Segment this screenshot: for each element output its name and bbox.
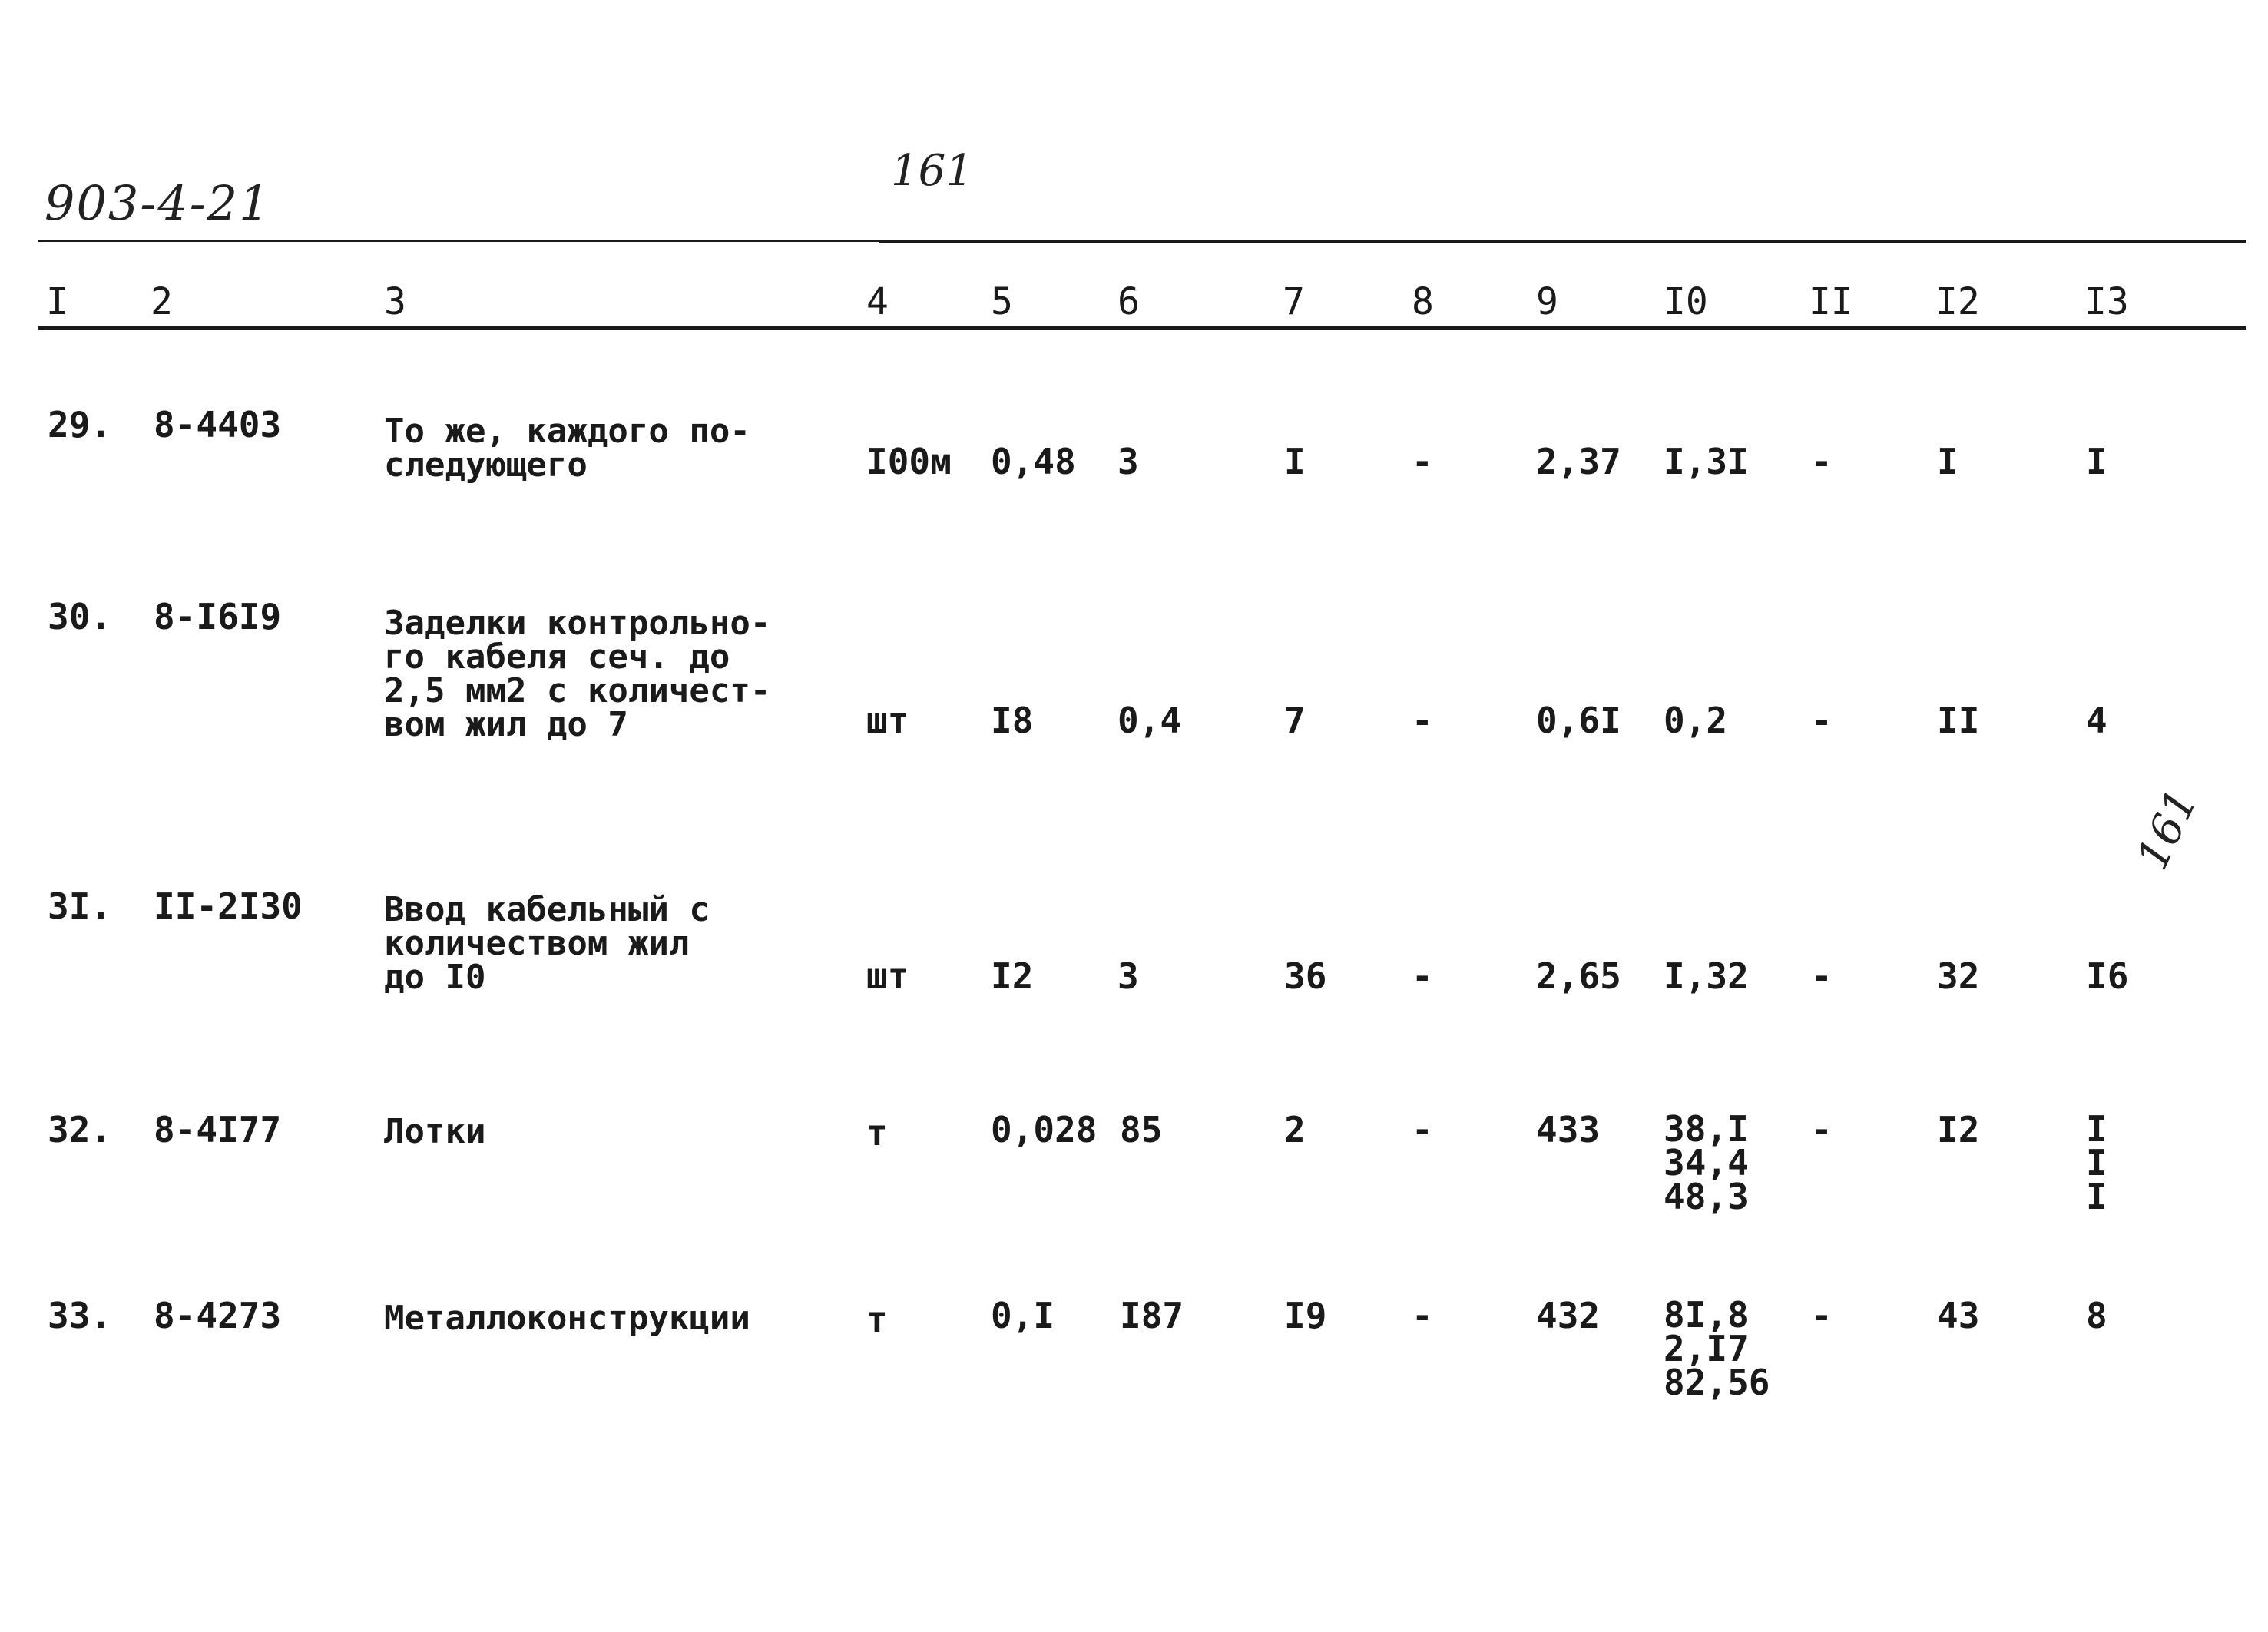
- col-12: 43: [1937, 1295, 1980, 1336]
- col-8: -: [1412, 1109, 1433, 1150]
- col-6: 85: [1120, 1109, 1163, 1150]
- col-11: -: [1811, 955, 1833, 997]
- col-11: -: [1811, 1109, 1833, 1150]
- col-8: -: [1412, 700, 1433, 741]
- col-7: 36: [1284, 955, 1327, 997]
- document-code: 903-4-21: [45, 175, 271, 231]
- column-header-8: 8: [1412, 280, 1434, 323]
- col-9: 433: [1536, 1109, 1601, 1150]
- row-number: 3I.: [48, 886, 112, 927]
- col-12: I2: [1937, 1109, 1980, 1150]
- top-rule-left: [38, 240, 879, 242]
- unit: I00м: [866, 441, 952, 482]
- column-header-4: 4: [866, 280, 889, 323]
- row-number: 29.: [48, 404, 112, 445]
- col-13: I: [2086, 441, 2107, 482]
- col-10: 38,I 34,4 48,3: [1664, 1108, 1749, 1217]
- col-11: -: [1811, 441, 1833, 482]
- rate-code: 8-4273: [154, 1295, 282, 1336]
- row-number: 32.: [48, 1109, 112, 1150]
- col-5: 0,48: [991, 441, 1076, 482]
- column-header-7: 7: [1283, 280, 1305, 323]
- rate-code: 8-4403: [154, 404, 282, 445]
- col-13: 4: [2086, 700, 2107, 741]
- col-9: 432: [1536, 1295, 1601, 1336]
- row-number: 30.: [48, 596, 112, 637]
- col-7: 2: [1284, 1109, 1306, 1150]
- work-description: То же, каждого по- следующего: [384, 412, 750, 485]
- col-7: 7: [1284, 700, 1306, 741]
- col-10: I,3I: [1664, 441, 1749, 482]
- column-header-1: I: [46, 280, 68, 323]
- col-10: 0,2: [1664, 700, 1728, 741]
- col-6: I87: [1120, 1295, 1184, 1336]
- column-header-10: I0: [1664, 280, 1708, 323]
- col-10: 8I,8 2,I7 82,56: [1664, 1294, 1770, 1403]
- column-header-2: 2: [151, 280, 173, 323]
- col-6: 0,4: [1117, 700, 1182, 741]
- col-5: 0,028: [991, 1109, 1098, 1150]
- col-13: I6: [2086, 955, 2129, 997]
- col-12: II: [1937, 700, 1980, 741]
- col-12: 32: [1937, 955, 1980, 997]
- col-8: -: [1412, 441, 1433, 482]
- col-7: I9: [1284, 1295, 1327, 1336]
- col-6: 3: [1117, 955, 1139, 997]
- margin-page-number: 161: [2127, 782, 2208, 878]
- page-number: 161: [891, 146, 973, 196]
- col-11: -: [1811, 1295, 1833, 1336]
- header-rule: [38, 326, 2246, 330]
- column-header-6: 6: [1117, 280, 1140, 323]
- col-5: 0,I: [991, 1295, 1055, 1336]
- col-9: 2,65: [1536, 955, 1621, 997]
- rate-code: 8-4I77: [154, 1109, 282, 1150]
- column-header-13: I3: [2084, 280, 2129, 323]
- col-9: 0,6I: [1536, 700, 1621, 741]
- unit: шт: [866, 955, 909, 997]
- row-number: 33.: [48, 1295, 112, 1336]
- work-description: Заделки контрольно- го кабеля сеч. до 2,5 мм2 с количест- вом жил до 7: [384, 604, 771, 744]
- unit: шт: [866, 700, 909, 741]
- col-10: I,32: [1664, 955, 1749, 997]
- col-13: I I I: [2086, 1108, 2107, 1217]
- column-header-9: 9: [1536, 280, 1558, 323]
- unit: т: [866, 1299, 888, 1340]
- col-11: -: [1811, 700, 1833, 741]
- col-8: -: [1412, 955, 1433, 997]
- column-header-11: II: [1809, 280, 1853, 323]
- col-5: I2: [991, 955, 1034, 997]
- col-9: 2,37: [1536, 441, 1621, 482]
- top-rule: [879, 240, 2246, 243]
- col-12: I: [1937, 441, 1958, 482]
- rate-code: II-2I30: [154, 886, 303, 927]
- unit: т: [866, 1112, 888, 1154]
- col-8: -: [1412, 1295, 1433, 1336]
- column-header-3: 3: [384, 280, 406, 323]
- work-description: Лотки: [384, 1112, 486, 1151]
- col-13: 8: [2086, 1295, 2107, 1336]
- rate-code: 8-I6I9: [154, 596, 282, 637]
- col-5: I8: [991, 700, 1034, 741]
- col-7: I: [1284, 441, 1306, 482]
- work-description: Металлоконструкции: [384, 1299, 750, 1338]
- column-header-12: I2: [1935, 280, 1980, 323]
- column-header-5: 5: [991, 280, 1013, 323]
- col-6: 3: [1117, 441, 1139, 482]
- work-description: Ввод кабельный с количеством жил до I0: [384, 890, 710, 997]
